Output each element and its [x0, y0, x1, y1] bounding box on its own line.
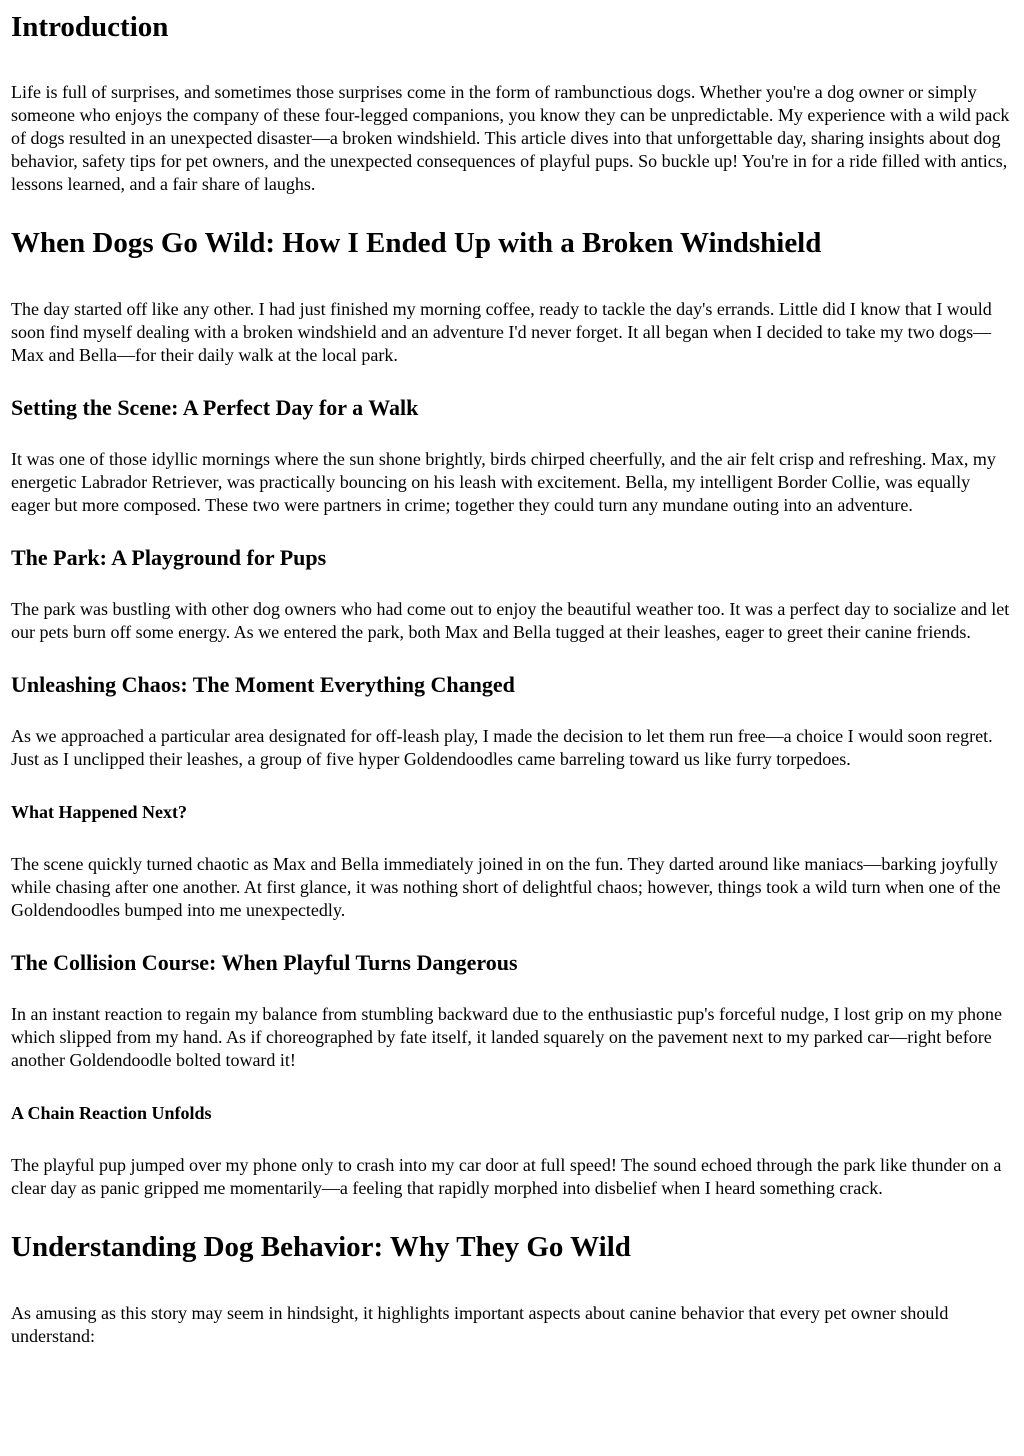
subsection-paragraph: It was one of those idyllic mornings where the sun shone brightly, birds chirped cheerfully, and the air felt crisp and refreshing. Max, my energetic Labrador Retriever, was practically bouncing on his leash with excitement. Bella, my intelligent Border Collie, was equally eager but more composed. These two were partners in crime; together they could turn any mundane outing into an adventure.: [11, 449, 996, 515]
section-paragraph: As amusing as this story may seem in hindsight, it highlights important aspects about canine behavior that every pet owner should understand:: [11, 1303, 949, 1346]
subsection-paragraph: As we approached a particular area designated for off-leash play, I made the decision to let them run free—a choice I would soon regret. Just as I unclipped their leashes, a group of five hyper Goldendoodles came barreling toward us like furry torpedoes.: [11, 726, 993, 769]
minor-paragraph: The scene quickly turned chaotic as Max and Bella immediately joined in on the fun. They darted around like maniacs—barking joyfully while chasing after one another. At first glance, it was nothing short of delightful chaos; however, things took a wild turn when one of the Goldendoodles bumped into me unexpectedly.: [11, 854, 1001, 920]
subsection-heading: Setting the Scene: A Perfect Day for a Walk: [11, 395, 419, 420]
section-heading: When Dogs Go Wild: How I Ended Up with a Broken Windshield: [11, 227, 822, 259]
section-heading: Understanding Dog Behavior: Why They Go Wild: [11, 1231, 631, 1263]
subsection-paragraph: In an instant reaction to regain my balance from stumbling backward due to the enthusiastic pup's forceful nudge, I lost grip on my phone which slipped from my hand. As if choreographed by fate itself, it landed squarely on the pavement next to my parked car—right before another Goldendoodle bolted toward it!: [11, 1004, 1002, 1070]
article: [0, 10, 1024, 1348]
intro-heading: Introduction: [11, 11, 169, 43]
subsection-paragraph: The park was bustling with other dog owners who had come out to enjoy the beautiful weather too. It was a perfect day to socialize and let our pets burn off some energy. As we entered the park, both Max and Bella tugged at their leashes, eager to greet their canine friends.: [11, 599, 1010, 642]
subsection-heading: The Park: A Playground for Pups: [11, 545, 327, 570]
section-paragraph: The day started off like any other. I had just finished my morning coffee, ready to tackle the day's errands. Little did I know that I would soon find myself dealing with a broken windshield and an adventure I'd never forget. It all began when I decided to take my two dogs—Max and Bella—for their daily walk at the local park.: [11, 299, 992, 365]
subsection-heading: The Collision Course: When Playful Turns Dangerous: [11, 950, 518, 975]
minor-paragraph: The playful pup jumped over my phone only to crash into my car door at full speed! The sound echoed through the park like thunder on a clear day as panic gripped me momentarily—a feeling that rapidly morphed into disbelief when I heard something crack.: [11, 1155, 1002, 1198]
subsection-heading: Unleashing Chaos: The Moment Everything Changed: [11, 672, 515, 697]
minor-heading: A Chain Reaction Unfolds: [11, 1103, 212, 1123]
minor-heading: What Happened Next?: [11, 802, 188, 822]
intro-paragraph: Life is full of surprises, and sometimes those surprises come in the form of rambunctious dogs. Whether you're a dog owner or simply someone who enjoys the company of these four-legged companions, you know they can be unpredictable. My experience with a wild pack of dogs resulted in an unexpected disaster—a broken windshield. This article dives into that unforgettable day, sharing insights about dog behavior, safety tips for pet owners, and the unexpected consequences of playful pups. So buckle up! You're in for a ride filled with antics, lessons learned, and a fair share of laughs.: [11, 82, 1010, 194]
